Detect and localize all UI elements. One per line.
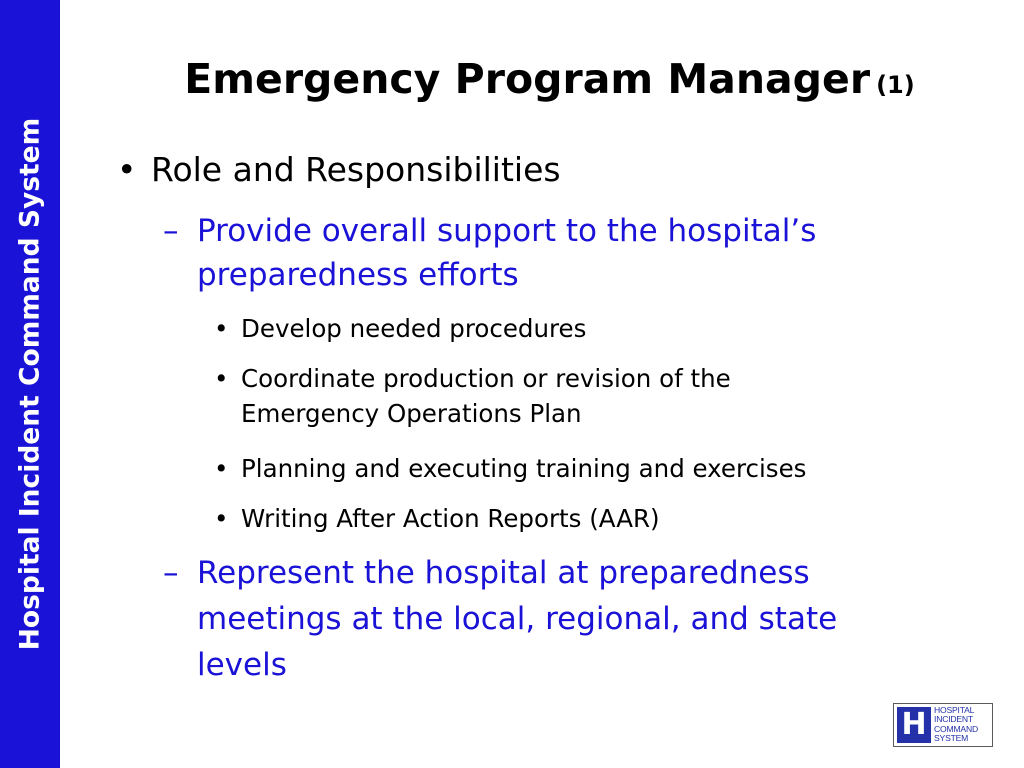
hics-logo — [893, 703, 993, 747]
side-bar — [0, 0, 60, 768]
logo-word: HOSPITAL — [934, 705, 975, 715]
sub-bullet-overall-support-line-1: Provide overall support to the hospital’s — [197, 213, 817, 249]
bullet-role-and-responsibilities: Role and Responsibilities — [151, 150, 561, 189]
sub-bullet-represent-line-3: levels — [197, 647, 287, 683]
dash-marker: – — [163, 213, 179, 249]
slide-number: (1) — [876, 71, 915, 99]
sub-bullet-overall-support-line-2: preparedness efforts — [197, 257, 519, 293]
bullet-marker: • — [117, 150, 137, 189]
item-coordinate-eop-line-2: Emergency Operations Plan — [241, 399, 582, 428]
logo-wordmark — [934, 706, 992, 744]
logo-letter: H — [897, 707, 931, 743]
bullet-marker: • — [214, 364, 229, 393]
sub-bullet-represent-line-1: Represent the hospital at preparedness — [197, 555, 810, 591]
item-training-exercises: Planning and executing training and exercises — [241, 454, 807, 483]
bullet-marker: • — [214, 454, 229, 483]
bullet-marker: • — [214, 504, 229, 533]
slide-title — [0, 55, 1024, 103]
logo-word: INCIDENT — [934, 714, 973, 725]
item-after-action-reports: Writing After Action Reports (AAR) — [241, 504, 660, 533]
sub-bullet-represent-line-2: meetings at the local, regional, and state — [197, 601, 838, 637]
item-coordinate-eop-line-1: Coordinate production or revision of the — [241, 364, 731, 393]
dash-marker: – — [163, 555, 179, 591]
logo-word: COMMAND — [934, 723, 978, 734]
item-develop-procedures: Develop needed procedures — [241, 314, 587, 343]
side-bar-label: Hospital Incident Command System — [14, 117, 46, 651]
logo-word: SYSTEM — [934, 733, 969, 744]
bullet-marker: • — [214, 314, 229, 343]
slide-title-text: Emergency Program Manager — [184, 55, 871, 103]
